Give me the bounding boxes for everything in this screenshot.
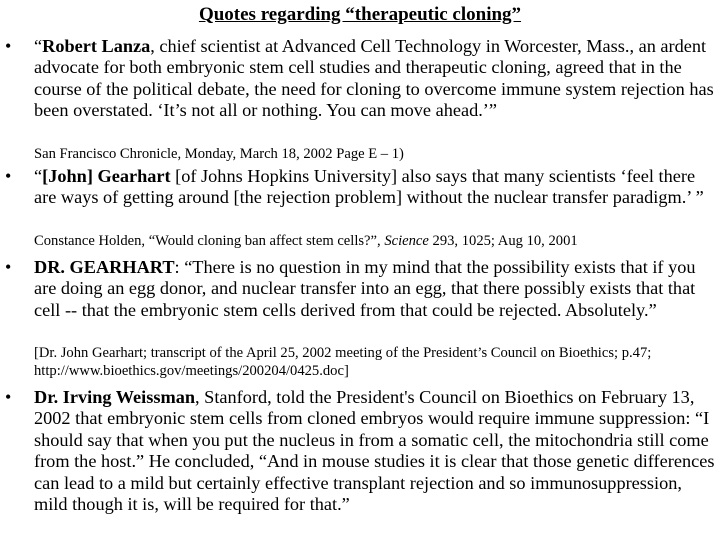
bullet-icon: • — [5, 166, 12, 186]
citation — [34, 232, 716, 250]
quote-body: [of Johns Hopkins University] also says that many scientists ‘feel there are ways of getting around [the rejection problem] without the nuclear transfer paradigm.’ ” — [34, 166, 704, 208]
citation-suffix: 293, 1025; Aug 10, 2001 — [428, 233, 578, 249]
page-title: Quotes regarding “therapeutic cloning” — [198, 4, 522, 25]
quote-text — [34, 166, 716, 209]
quote-open-mark: “ — [34, 36, 43, 56]
quote-body: , chief scientist at Advanced Cell Technology in Worcester, Mass., an ardent advocate for both embryonic stem cell studies and therapeutic cloning, agreed that in the course of the political debate, the need for cloning to overcome immune system rejection has been overstated. ‘It’s not all or nothing. You can move ahead.’” — [34, 36, 714, 121]
speaker-name: Dr. Irving Weissman — [34, 387, 196, 407]
quote-text — [34, 36, 716, 122]
quote-body: : “There is no question in my mind that the possibility exists that if you are doing an egg donor, and nuclear transfer into an egg, that there possibly exists that that cell -- that the embryonic stem cells derived from that could be rejected. Absolutely.” — [34, 257, 696, 320]
citation-journal: Science — [384, 233, 429, 249]
citation: [Dr. John Gearhart; transcript of the April 25, 2002 meeting of the President’s Council on Bioethics; p.47; http://www.bioethics.gov/meetings/200204/0425.doc] — [34, 345, 652, 379]
quote-body: , Stanford, told the President's Council on Bioethics on February 13, 2002 that embryonic stem cells from cloned embryos would require immune suppression: “I should say that when you put the nucleus in from a somatic cell, the mitochondria still come from the host.” He concluded, “And in mouse studies it is clear that those genetic differences can lead to a mild but certainly effective transplant rejection and so immunosuppression, mild though it is, will be required for that.” — [34, 387, 715, 515]
citation-prefix: Constance Holden, “Would cloning ban affect stem cells?”, — [34, 233, 385, 249]
speaker-name: [John] Gearhart — [42, 166, 171, 186]
speaker-name: DR. GEARHART — [34, 257, 175, 277]
quote-open-mark: “ — [34, 166, 43, 186]
citation: San Francisco Chronicle, Monday, March 18, 2002 Page E – 1) — [34, 146, 404, 162]
quote-text — [34, 387, 716, 515]
bullet-icon: • — [5, 257, 12, 277]
quote-text — [34, 257, 716, 321]
bullet-icon: • — [5, 387, 12, 407]
speaker-name: Robert Lanza — [42, 36, 151, 56]
bullet-icon: • — [5, 36, 12, 56]
